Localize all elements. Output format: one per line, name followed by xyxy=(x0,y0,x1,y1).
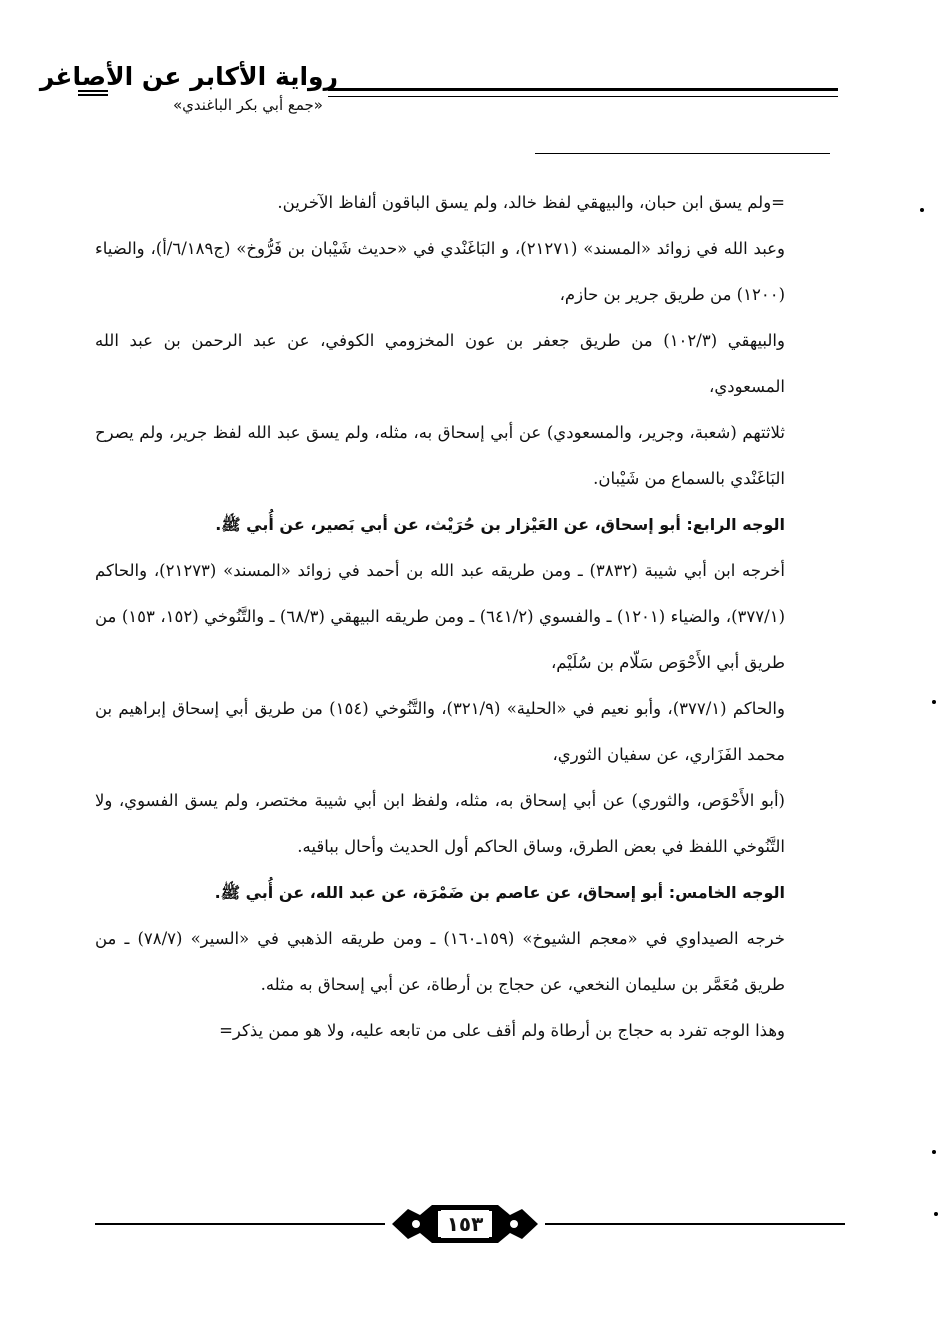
book-title: رواية الأكابر عن الأصاغر xyxy=(39,62,338,91)
section-heading: الوجه الرابع: أبو إسحاق، عن العَيْزار بن حُرَيْث، عن أبي بَصير، عن أُبي ﷺ. xyxy=(215,515,785,534)
footnote-separator xyxy=(535,153,830,154)
page-number-ornament xyxy=(390,1201,540,1247)
scan-speck xyxy=(920,208,924,212)
scan-speck xyxy=(932,700,936,704)
page-footer xyxy=(95,1195,845,1255)
paragraph: خرجه الصيداوي في «معجم الشيوخ» (١٥٩ـ١٦٠) ـ ومن طريقه الذهبي في «السير» (٧٨/٧) ـ من طريق مُعَمَّر بن سليمان النخعي، عن حجاج بن أرطاة، عن أبي إسحاق به مثله. xyxy=(95,929,785,994)
paragraph: =ولم يسق ابن حبان، والبيهقي لفظ خالد، ولم يسق الباقون ألفاظ الآخرين. xyxy=(277,193,785,212)
scan-speck xyxy=(932,1150,936,1154)
paragraph: وهذا الوجه تفرد به حجاج بن أرطاة ولم أقف على من تابعه عليه، ولا هو ممن يذكر= xyxy=(219,1021,785,1040)
running-header xyxy=(39,62,838,132)
paragraph: أخرجه ابن أبي شيبة (٣٨٣٢) ـ ومن طريقه عبد الله بن أحمد في زوائد «المسند» (٢١٢٧٣)، والحاكم (٣٧٧/١)، والضياء (١٢٠١) ـ والفسوي (٦٤١/٢) ـ ومن طريقه البيهقي (٦٨/٣) ـ والتَّنُوخي (١٥٢، ١٥٣) من طريق أبي الأَحْوَص سَلّام بن سُلَيْم، xyxy=(95,561,785,672)
paragraph: وعبد الله في زوائد «المسند» (٢١٢٧١)، و البَاغَنْدي في «حديث شَيْبان بن فَرُّوخ» (ج٦/١٨٩/أ)، والضياء (١٢٠٠) من طريق جرير بن حازم، xyxy=(95,239,785,304)
footer-rule-left xyxy=(95,1223,385,1225)
paragraph: ثلاثتهم (شعبة، وجرير، والمسعودي) عن أبي إسحاق به، مثله، ولم يسق عبد الله لفظ جرير، ولم يصرح البَاغَنْدي بالسماع من شَيْبان. xyxy=(95,423,785,488)
paragraph: والبيهقي (١٠٢/٣) من طريق جعفر بن عون المخزومي الكوفي، عن عبد الرحمن بن عبد الله المسعودي، xyxy=(95,331,785,396)
paragraph: والحاكم (٣٧٧/١)، وأبو نعيم في «الحلية» (٣٢١/٩)، والتَّنُوخي (١٥٤) من طريق أبي إسحاق إبراهيم بن محمد الفَزَاري، عن سفيان الثوري، xyxy=(95,699,785,764)
footnote-text xyxy=(95,180,785,1054)
paragraph: (أبو الأَحْوَص، والثوري) عن أبي إسحاق به، مثله، ولفظ ابن أبي شيبة مختصر، ولم يسق الفسوي، ولا التَّنُوخي اللفظ في بعض الطرق، وساق الحاكم أول الحديث وأحال بباقيه. xyxy=(95,791,785,856)
page-number: ١٥٣ xyxy=(441,1210,490,1238)
footer-rule-right xyxy=(545,1223,845,1225)
book-subtitle: «جمع أبي بكر الباغندي» xyxy=(173,96,323,114)
header-rule-long xyxy=(328,88,838,97)
scan-speck xyxy=(934,1212,938,1216)
section-heading: الوجه الخامس: أبو إسحاق، عن عاصم بن ضَمْرَة، عن عبد الله، عن أُبي ﷺ. xyxy=(214,883,785,902)
